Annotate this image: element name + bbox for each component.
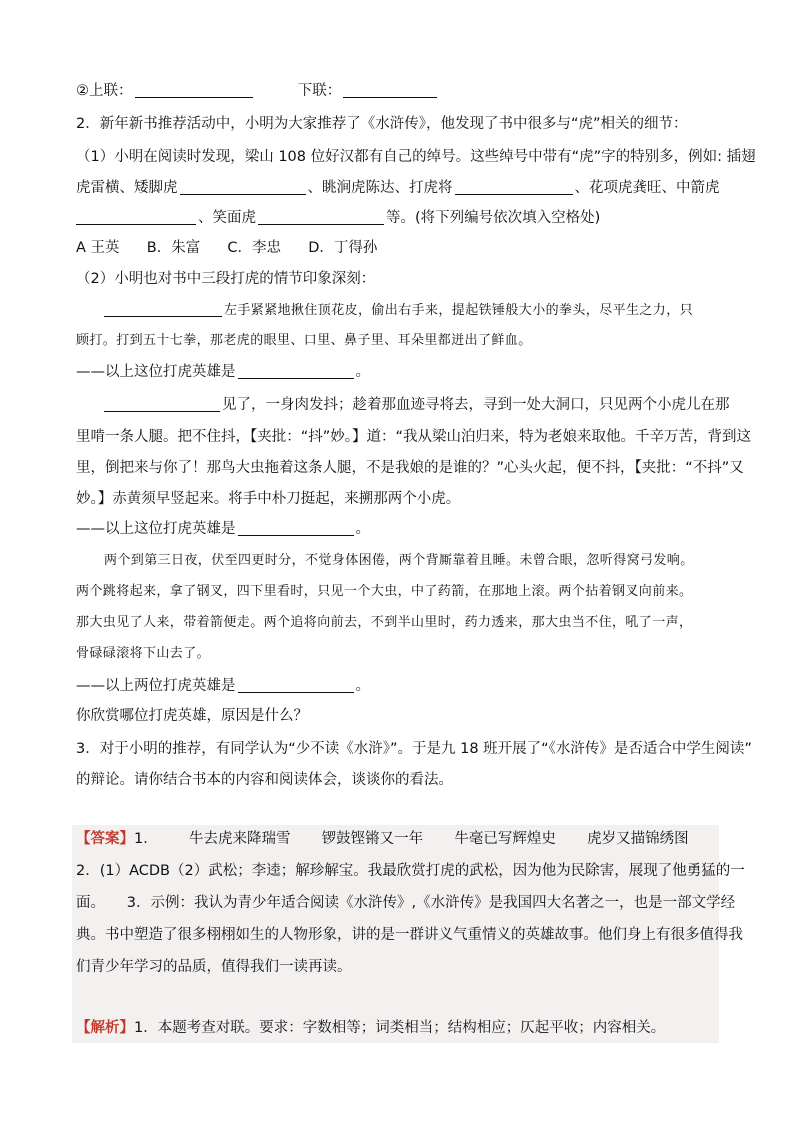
hero-answer-line-3 (76, 676, 370, 696)
couplet-3: 牛毫已写辉煌史 (454, 831, 556, 847)
hero-answer-blank-1[interactable] (238, 363, 354, 379)
option-b: B．朱富 (146, 240, 201, 256)
favorite-hero-question: 你欣赏哪位打虎英雄，原因是什么？ (76, 708, 308, 724)
analysis-tag: 【解析】 (76, 1020, 134, 1036)
nickname-blank-1[interactable] (180, 179, 306, 195)
couplet-2: 锣鼓铿锵又一年 (321, 831, 424, 847)
passage2-line4: 妙。】赤黄须早竖起来。将手中朴刀挺起，来搠那两个小虎。 (76, 491, 461, 507)
answer-tag: 【答案】 (76, 831, 134, 847)
circle-number-marker: ② (76, 83, 89, 99)
hero-prompt: ——以上两位打虎英雄是 (76, 678, 236, 694)
passage-text: 左手紧紧地揪住顶花皮，偷出右手来，提起铁锤般大小的拳头，尽平生之力，只 (224, 303, 694, 318)
passage3-line1: 两个到第三日夜，伏至四更时分，不觉身体困倦，两个背厮靠着且睡。未曾合眼，忽听得窝弓发响。 (104, 553, 694, 568)
passage3-line4: 骨碌碌滚将下山去了。 (76, 646, 211, 661)
period: 。 (355, 678, 370, 694)
couplet-1: 牛去虎来降瑞雪 (188, 831, 291, 847)
hero-answer-line-1 (76, 362, 370, 382)
period: 。 (355, 364, 370, 380)
passage3-line2: 两个跳将起来，拿了钢叉，四下里看时，只见一个大虫，中了药箭，在那地上滚。两个拈着钢叉向前来。 (76, 584, 693, 599)
answer-line3: 面。 3．示例：我认为青少年适合阅读《水浒传》,《水浒传》是我国四大名著之一，也是一部文学经 (76, 895, 736, 911)
passage1-line2: 顾打。打到五十七拳，那老虎的眼里、口里、鼻子里、耳朵里都迸出了鲜血。 (76, 333, 532, 348)
hero-blank-passage1[interactable] (104, 301, 222, 317)
option-a: A 王英 (76, 240, 120, 256)
q3-line2: 的辩论。请你结合书本的内容和阅读体会，谈谈你的看法。 (76, 772, 453, 788)
hero-prompt: ——以上这位打虎英雄是 (76, 364, 236, 380)
answer-line2: 2．(1）ACDB（2）武松；李逵；解珍解宝。我最欣赏打虎的武松，因为他为民除害，展现了他勇猛的一 (76, 863, 745, 879)
nickname-blank-2[interactable] (455, 179, 573, 195)
nickname-blank-3[interactable] (76, 209, 196, 225)
q2-text: 虎雷横、矮脚虎 (76, 180, 178, 196)
hero-answer-blank-2[interactable] (238, 520, 354, 536)
hero-answer-line-2 (76, 519, 370, 539)
q3-line1: 3．对于小明的推荐，有同学认为“少不读《水浒》”。于是九 18 班开展了“《水浒传》是否适合中学生阅读” (76, 741, 752, 757)
q2-part1-line3 (76, 208, 600, 228)
passage2-line2: 里啃一条人腿。把不住抖，【夹批：“抖”妙。】道：“我从梁山泊归来，特为老娘来取他。千辛万苦，背到这 (76, 429, 752, 445)
answer-line4: 典。书中塑造了很多栩栩如生的人物形象，讲的是一群讲义气重情义的英雄故事。他们身上有很多值得我 (76, 927, 743, 943)
option-c: C．李忠 (227, 240, 282, 256)
lower-couplet-blank[interactable] (343, 82, 437, 98)
q2-part1-line2 (76, 178, 720, 198)
hero-prompt: ——以上这位打虎英雄是 (76, 521, 236, 537)
upper-couplet-label: 上联： (89, 83, 133, 99)
q2-text: 、眺涧虎陈达、打虎将 (307, 180, 453, 196)
passage2-line3: 里，倒把来与你了！那鸟大虫拖着这条人腿，不是我娘的是谁的？”心头火起，便不抖，【夹批：“不抖”又 (76, 460, 744, 476)
option-d: D．丁得孙 (308, 240, 378, 256)
analysis-line (76, 1018, 665, 1038)
passage2-line1 (104, 395, 730, 415)
answer-line5: 们青少年学习的品质，值得我们一读再读。 (76, 959, 352, 975)
q2-part2-intro: （2）小明也对书中三段打虎的情节印象深刻： (76, 271, 376, 287)
period: 。 (355, 521, 370, 537)
q2-part1-line1: （1）小明在阅读时发现，梁山 108 位好汉都有自己的绰号。这些绰号中带有“虎”字的特别多，例如: 插翅 (76, 149, 756, 165)
hero-blank-passage2[interactable] (104, 396, 220, 412)
lower-couplet-label: 下联： (297, 83, 342, 99)
passage3-line3: 那大虫见了人来，带着箭便走。两个追将向前去，不到半山里时，药力透来，那大虫当不住，吼了一声， (76, 615, 693, 630)
q2-text: 、花项虎龚旺、中箭虎 (574, 180, 720, 196)
answer-text: 1． (134, 831, 158, 847)
answer-options (76, 238, 377, 258)
q2-intro: 2．新年新书推荐活动中，小明为大家推荐了《水浒传》，他发现了书中很多与“虎”相关的细节： (76, 116, 688, 132)
upper-couplet-blank[interactable] (135, 82, 253, 98)
answer-box (72, 825, 719, 1013)
answer-line1 (76, 829, 689, 849)
nickname-blank-4[interactable] (258, 209, 384, 225)
q2-text: 等。(将下列编号依次填入空格处) (386, 210, 601, 226)
passage1-line1 (104, 301, 693, 321)
passage-text: 见了，一身肉发抖；趁着那血迹寻将去，寻到一处大洞口，只见两个小虎儿在那 (222, 397, 730, 413)
analysis-text: 1．本题考查对联。要求：字数相等；词类相当；结构相应；仄起平收；内容相关。 (134, 1020, 666, 1036)
couplet-4: 虎岁又描锦绣图 (587, 831, 689, 847)
couplet-blank-row (76, 81, 439, 101)
hero-answer-blank-3[interactable] (238, 677, 354, 693)
q2-text: 、笑面虎 (198, 210, 256, 226)
